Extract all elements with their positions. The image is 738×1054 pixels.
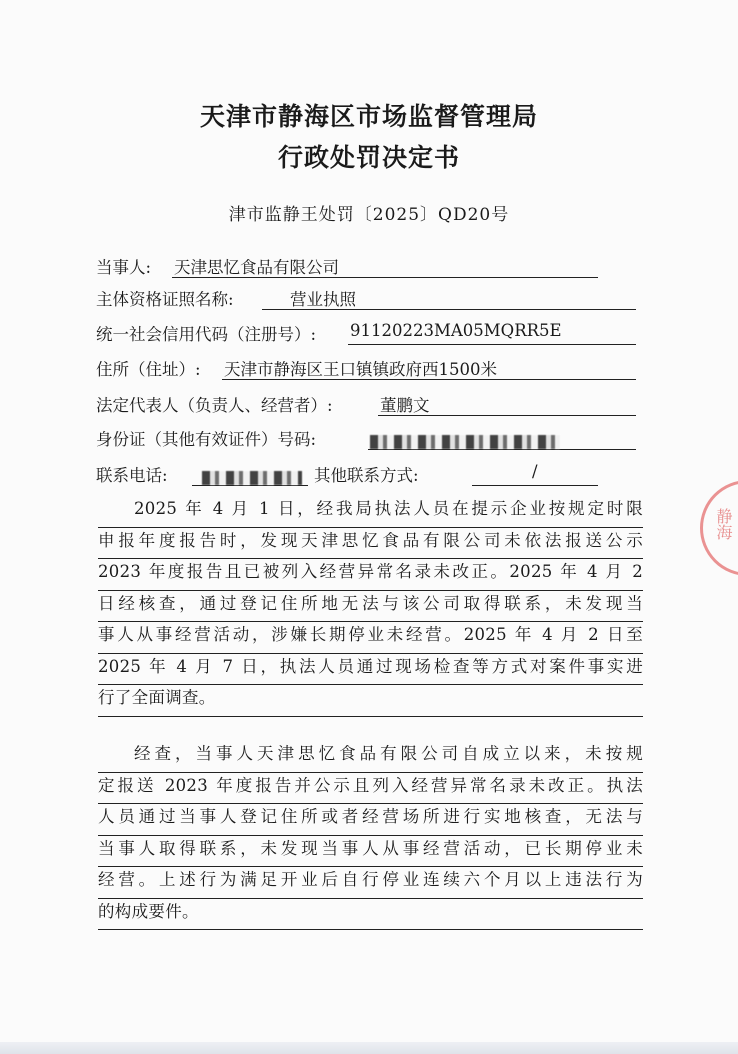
legal-rep-label: 法定代表人（负责人、经营者）: [96, 396, 333, 415]
paragraph-line: 的构成要件。 [98, 899, 643, 931]
paragraph-line: 2025 年 4 月 7 日，执法人员通过现场检查等方式对案件事实进 [98, 654, 643, 686]
phone-value-redacted [192, 462, 308, 486]
paragraph-2 [98, 741, 643, 930]
legal-rep-value: 董鹏文 [378, 392, 636, 416]
paragraph-line: 2025 年 4 月 1 日，经我局执法人员在提示企业按规定时限 [98, 496, 643, 528]
id-field [96, 426, 316, 452]
address-field [96, 356, 497, 382]
scan-edge [0, 1042, 738, 1054]
official-seal-text: 静海 [714, 508, 733, 540]
document-number: 津市监静王处罚〔2025〕QD20号 [228, 205, 510, 225]
paragraph-line: 2023 年度报告且已被列入经营异常名录未改正。2025 年 4 月 2 [98, 559, 643, 591]
party-label: 当事人: [96, 258, 152, 277]
paragraph-line: 日经核查，通过登记住所地无法与该公司取得联系，未发现当 [98, 591, 643, 623]
phone-field [96, 462, 538, 488]
redaction-blur [202, 471, 302, 485]
party-field [96, 254, 339, 280]
id-label: 身份证（其他有效证件）号码: [96, 430, 317, 449]
credit-code-value: 91120223MA05MQRR5E [348, 321, 636, 345]
qualification-field [96, 286, 356, 312]
agency-title: 天津市静海区市场监督管理局 [199, 102, 538, 131]
address-label: 住所（住址）: [96, 360, 201, 379]
qualification-value: 营业执照 [262, 286, 636, 310]
paragraph-line: 经营。上述行为满足开业后自行停业连续六个月以上违法行为 [98, 867, 643, 899]
other-contact-value: / [472, 462, 598, 486]
paragraph-line: 人员通过当事人登记住所或者经营场所进行实地核查，无法与 [98, 804, 643, 836]
party-value: 天津思忆食品有限公司 [172, 254, 598, 278]
other-contact-label: 其他联系方式: [314, 466, 419, 485]
paragraph-line: 行了全面调查。 [98, 685, 643, 717]
paragraph-line: 定报送 2023 年度报告并公示且列入经营异常名录未改正。执法 [98, 773, 643, 805]
credit-code-label: 统一社会信用代码（注册号）: [96, 325, 317, 344]
address-value: 天津市静海区王口镇镇政府西1500米 [222, 356, 636, 380]
document-type-title: 行政处罚决定书 [277, 143, 460, 172]
redaction-blur [370, 435, 560, 449]
paragraph-line: 当事人取得联系，未发现当事人从事经营活动，已长期停业未 [98, 836, 643, 868]
paragraph-line: 经查，当事人天津思忆食品有限公司自成立以来，未按规 [98, 741, 643, 773]
paragraph-1 [98, 496, 643, 717]
credit-code-field [96, 321, 562, 347]
id-value-redacted [368, 426, 636, 450]
phone-label: 联系电话: [96, 466, 168, 485]
qualification-label: 主体资格证照名称: [96, 290, 234, 309]
legal-rep-field [96, 392, 430, 418]
paragraph-line: 事人从事经营活动，涉嫌长期停业未经营。2025 年 4 月 2 日至 [98, 622, 643, 654]
paragraph-line: 申报年度报告时，发现天津思忆食品有限公司未依法报送公示 [98, 528, 643, 560]
